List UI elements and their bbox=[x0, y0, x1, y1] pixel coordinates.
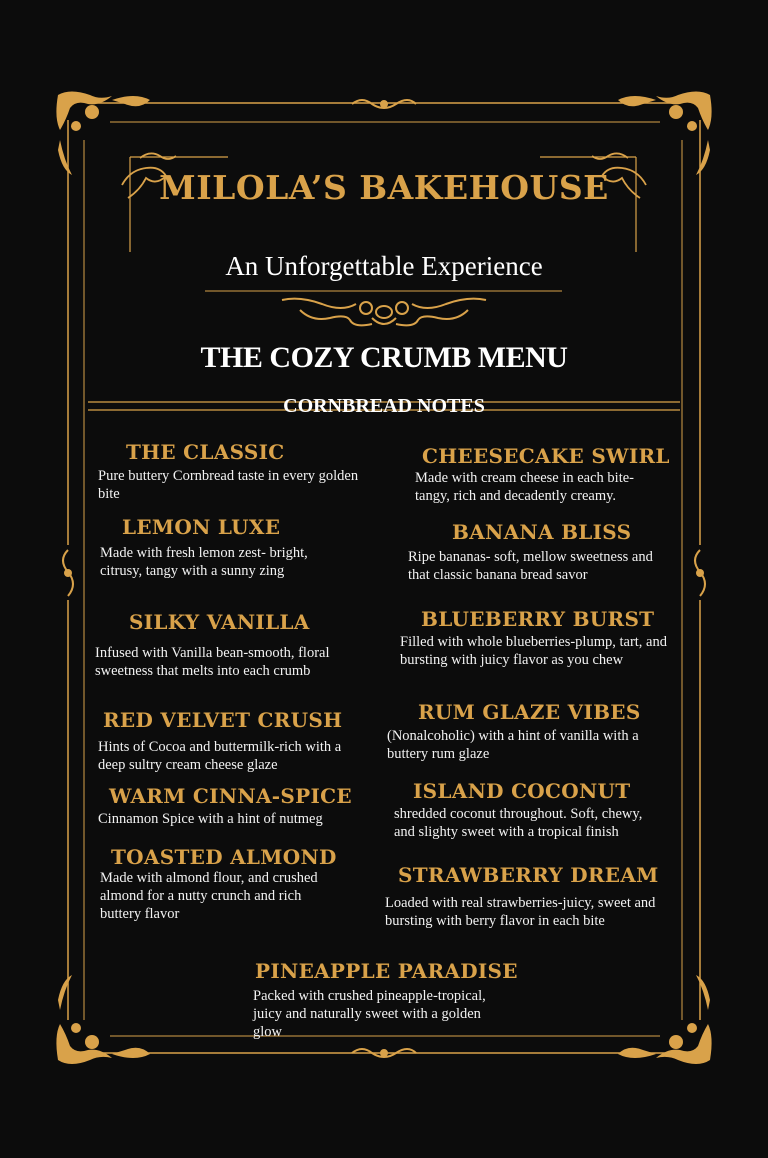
menu-item-name: BANANA BLISS bbox=[452, 520, 632, 544]
menu-item-name: BLUEBERRY BURST bbox=[421, 607, 655, 631]
menu-item-name: RED VELVET CRUSH bbox=[103, 708, 343, 732]
menu-item-desc: Cinnamon Spice with a hint of nutmeg bbox=[98, 811, 323, 827]
menu-item-desc: Filled with whole blueberries-plump, tart, and bursting with juicy flavor as you chew bbox=[400, 634, 667, 668]
menu-item-desc: Hints of Cocoa and buttermilk-rich with a deep sultry cream cheese glaze bbox=[98, 739, 342, 773]
menu-item-desc: Made with almond flour, and crushed almond for a nutty crunch and rich buttery flavor bbox=[100, 870, 318, 922]
menu-item-name: LEMON LUXE bbox=[122, 515, 281, 539]
menu-item-desc: Ripe bananas- soft, mellow sweetness and that classic banana bread savor bbox=[408, 549, 653, 583]
menu-item-desc: Packed with crushed pineapple-tropical, juicy and naturally sweet with a golden glow bbox=[253, 988, 486, 1040]
menu-item-desc: (Nonalcoholic) with a hint of vanilla with a buttery rum glaze bbox=[387, 728, 639, 762]
menu-item-name: STRAWBERRY DREAM bbox=[398, 863, 659, 887]
menu-item-name: TOASTED ALMOND bbox=[111, 845, 337, 869]
menu-item-name: WARM CINNA-SPICE bbox=[109, 784, 352, 808]
menu-item-name: PINEAPPLE PARADISE bbox=[255, 959, 518, 983]
menu-item-name: CHEESECAKE SWIRL bbox=[422, 444, 670, 468]
section-title: CORNBREAD NOTES bbox=[283, 395, 485, 417]
menu-item-desc: Pure buttery Cornbread taste in every golden bite bbox=[98, 468, 359, 502]
menu-item-desc: shredded coconut throughout. Soft, chewy, and slighty sweet with a tropical finish bbox=[394, 806, 643, 840]
menu-item-name: THE CLASSIC bbox=[126, 440, 285, 464]
menu-item-name: SILKY VANILLA bbox=[129, 610, 310, 634]
tagline: An Unforgettable Experience bbox=[225, 251, 543, 281]
menu-item-name: RUM GLAZE VIBES bbox=[418, 700, 641, 724]
menu-item-desc: Made with cream cheese in each bite- tangy, rich and decadently creamy. bbox=[415, 470, 635, 504]
brand-title: MILOLA’S BAKEHOUSE bbox=[159, 168, 609, 207]
menu-item-name: ISLAND COCONUT bbox=[413, 779, 631, 803]
menu-item-desc: Infused with Vanilla bean-smooth, floral sweetness that melts into each crumb bbox=[95, 645, 330, 679]
menu-item-desc: Made with fresh lemon zest- bright, citrusy, tangy with a sunny zing bbox=[100, 545, 308, 579]
menu-item-desc: Loaded with real strawberries-juicy, sweet and bursting with berry flavor in each bite bbox=[385, 895, 656, 929]
menu-title: THE COZY CRUMB MENU bbox=[200, 341, 568, 374]
